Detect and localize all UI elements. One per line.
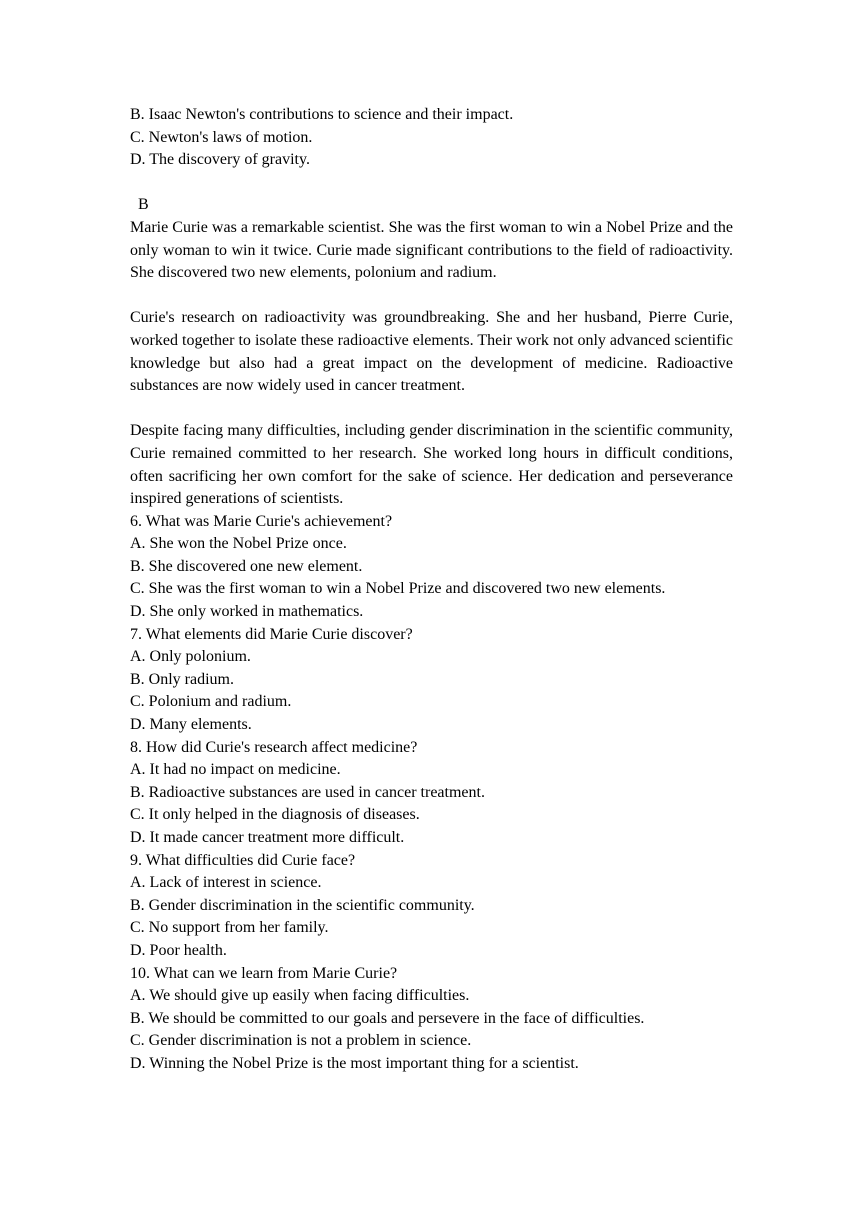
option-b: B. Isaac Newton's contributions to science and their impact. bbox=[130, 106, 514, 123]
option-d: D. The discovery of gravity. bbox=[130, 151, 310, 169]
passage-paragraph-2: Curie's research on radioactivity was groundbreaking. She and her husband, Pierre Curie, worked together to isolate these radioactive elements. Their work not only advanced scientific knowledge but also had a great impact on the development of medicine. Radioactive substances are now widely used in cancer treatment. bbox=[130, 309, 733, 395]
question-10 bbox=[130, 963, 733, 1076]
question-stem: 8. How did Curie's research affect medicine? bbox=[130, 738, 418, 756]
passage-paragraph-1: Marie Curie was a remarkable scientist. She was the first woman to win a Nobel Prize and the only woman to win it twice. Curie made significant contributions to the field of radioactivity. She discovered two new elements, polonium and radium. bbox=[130, 218, 733, 282]
option-a: A. She won the Nobel Prize once. bbox=[130, 535, 347, 553]
question-7 bbox=[130, 624, 733, 737]
question-stem: 6. What was Marie Curie's achievement? bbox=[130, 512, 393, 530]
option-b: B. Gender discrimination in the scientific community. bbox=[130, 896, 475, 914]
option-a: A. We should give up easily when facing difficulties. bbox=[130, 987, 470, 1005]
option-c: C. No support from her family. bbox=[130, 919, 329, 937]
option-d: D. Winning the Nobel Prize is the most important thing for a scientist. bbox=[130, 1054, 579, 1072]
option-d: D. It made cancer treatment more difficult. bbox=[130, 829, 405, 846]
option-b: B. She discovered one new element. bbox=[130, 557, 363, 575]
passage-paragraph-3: Despite facing many difficulties, including gender discrimination in the scientific community, Curie remained committed to her research. She worked long hours in difficult conditions, often sacrificing her own comfort for the sake of science. Her dedication and perseverance inspired generations of scientists. bbox=[130, 422, 733, 508]
spacer bbox=[130, 172, 733, 195]
reading-passage bbox=[130, 217, 733, 511]
option-b: B. We should be committed to our goals and persevere in the face of difficulties. bbox=[130, 1009, 645, 1027]
option-d: D. She only worked in mathematics. bbox=[130, 603, 364, 621]
question-stem: 9. What difficulties did Curie face? bbox=[130, 851, 356, 869]
option-c: C. Polonium and radium. bbox=[130, 693, 292, 711]
option-c: C. It only helped in the diagnosis of diseases. bbox=[130, 806, 420, 824]
option-c: C. She was the first woman to win a Nobel Prize and discovered two new elements. bbox=[130, 580, 666, 598]
option-b: B. Only radium. bbox=[130, 670, 234, 688]
option-a: A. Only polonium. bbox=[130, 648, 251, 666]
document-content bbox=[130, 104, 733, 1076]
option-d: D. Many elements. bbox=[130, 716, 252, 734]
option-a: A. Lack of interest in science. bbox=[130, 874, 322, 892]
questions bbox=[130, 511, 733, 1076]
spacer bbox=[130, 398, 733, 421]
question-9 bbox=[130, 850, 733, 963]
question-stem: 7. What elements did Marie Curie discover? bbox=[130, 625, 413, 643]
question-8 bbox=[130, 737, 733, 850]
option-b: B. Radioactive substances are used in cancer treatment. bbox=[130, 783, 485, 801]
question-6 bbox=[130, 511, 733, 624]
option-d: D. Poor health. bbox=[130, 941, 227, 959]
option-c: C. Gender discrimination is not a problem in science. bbox=[130, 1032, 472, 1050]
option-c: C. Newton's laws of motion. bbox=[130, 128, 313, 146]
spacer bbox=[130, 285, 733, 308]
option-a: A. It had no impact on medicine. bbox=[130, 761, 341, 779]
section-label: B bbox=[138, 196, 149, 214]
previous-question-options bbox=[130, 104, 733, 172]
question-stem: 10. What can we learn from Marie Curie? bbox=[130, 964, 398, 982]
